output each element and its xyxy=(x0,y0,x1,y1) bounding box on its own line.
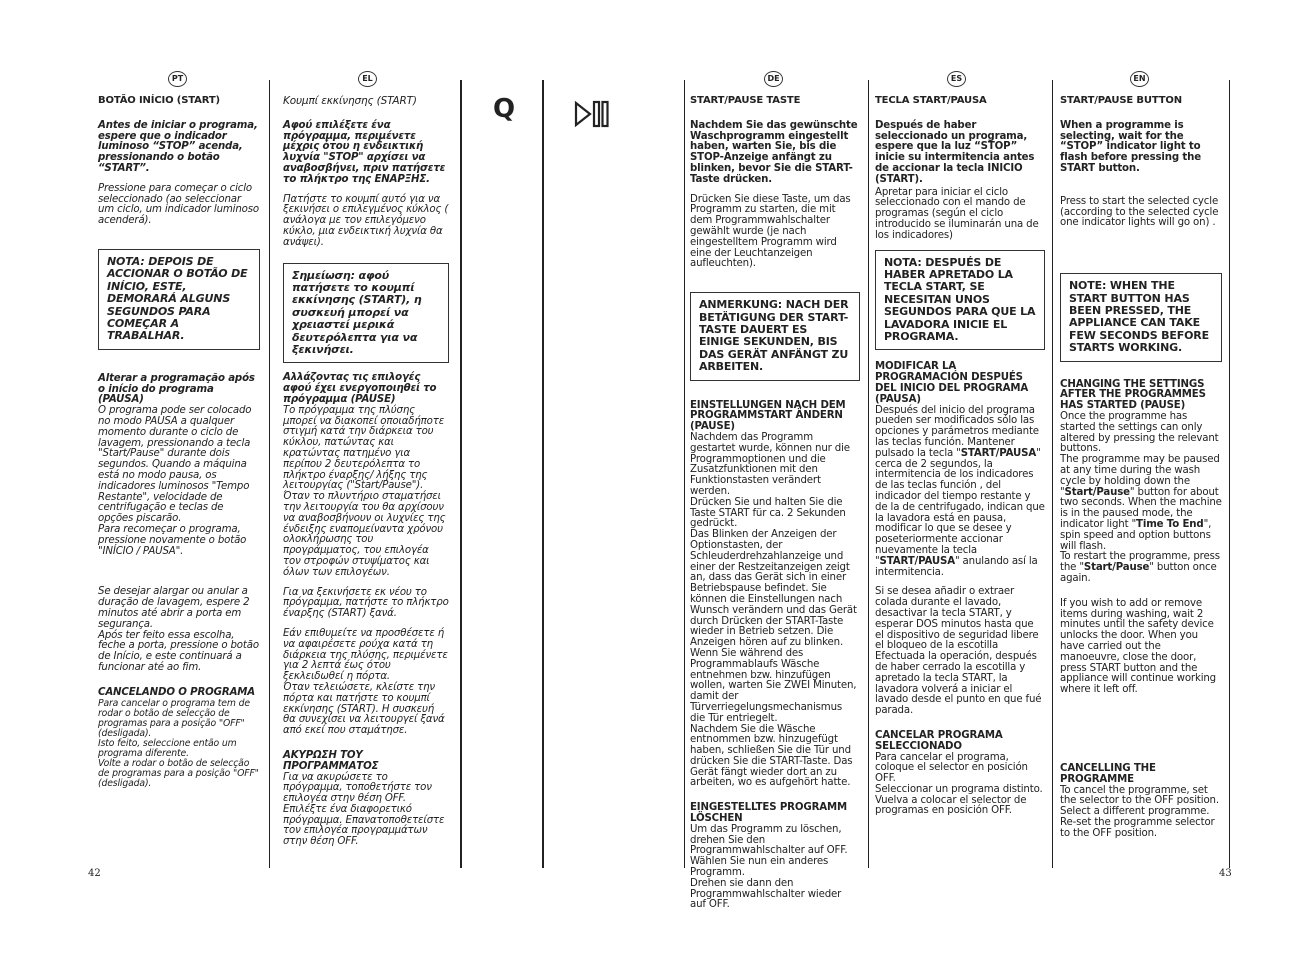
q-symbol: Q xyxy=(493,94,516,124)
es-key-label: START/PAUSA xyxy=(960,447,1037,459)
es-paragraph xyxy=(875,406,1045,579)
pt-paragraph: O programa pode ser colocado no modo PAUSA a qualquer momento durante o ciclo de lavagem, pressionando a tecla "Start/Pause" durante dois segundos. Quando a máquina está no modo pausa, os indicadores luminosos "Tempo Restante", velocidade de centrifugação e teclas de opções piscarão. Para recomeçar o programa, pressione novamente o botão "INÍCIO / PAUSA". xyxy=(98,405,252,557)
column-divider xyxy=(542,80,544,868)
el-paragraph: Για να ακυρώσετε το πρόγραμμα, τοποθετήστε τον επιλογέα στην θέση OFF. Επιλέξτε ένα διαφορετικό πρόγραμμα. Επανατοποθετείστε τον επιλογέα προγραμμάτων στην θέση OFF. xyxy=(283,771,445,848)
es-column xyxy=(875,96,1045,826)
en-paragraph xyxy=(1060,412,1222,585)
en-note-box: NOTE: WHEN THE START BUTTON HAS BEEN PRESSED, THE APPLIANCE CAN TAKE FEW SECONDS BEFORE STARTS WORKING. xyxy=(1060,273,1222,361)
column-divider xyxy=(460,80,462,868)
de-column xyxy=(690,96,860,920)
pt-heading-cancel: CANCELANDO O PROGRAMA xyxy=(98,686,256,698)
es-paragraph: Si se desea añadir o extraer colada durante el lavado, desactivar la tecla START, y esperar DOS minutos hasta que el dispositivo de seguridad libere el bloqueo de la escotilla Efectuada la operación, después de haber cerrado la escotilla y apretado la tecla START, la lavadora volverá a iniciar el lavado desde el punto en que fué parada. xyxy=(875,586,1042,717)
de-heading-pause: EINSTELLUNGEN NACH DEM PROGRAMMSTART ÄNDERN (PAUSE) xyxy=(690,399,846,433)
column-divider xyxy=(868,80,869,868)
de-paragraph: Drücken Sie diese Taste, um das Programm zu starten, die mit dem Programmwahlschalter gewählt wurde (je nach eingestelltem Programm wird eine der Leuchtanzeigen aufleuchten). xyxy=(690,193,851,270)
pt-column xyxy=(98,96,260,798)
en-text: " button for about two seconds. When the machine is in the paused mode, the indicator light " xyxy=(1060,486,1222,530)
de-note-box: ANMERKUNG: NACH DER BETÄTIGUNG DER START-TASTE DAUERT ES EINIGE SEKUNDEN, BIS DAS GERÄT ANFÄNGT ZU ARBEITEN. xyxy=(690,292,860,380)
es-intro: Después de haber seleccionado un programa, espere que la luz “STOP” inicie su intermitencia antes de accionar la tecla INICIO (START). xyxy=(875,119,1035,185)
el-heading-pause: Αλλάζοντας τις επιλογές αφού έχει ενεργοποιηθεί το πρόγραμμα (PAUSE) xyxy=(283,372,437,405)
en-heading-pause: CHANGING THE SETTINGS AFTER THE PROGRAMMES HAS STARTED (PAUSE) xyxy=(1060,378,1206,412)
es-note-box: NOTA: DESPUÉS DE HABER APRETADO LA TECLA START, SE NECESITAN UNOS SEGUNDOS PARA QUE LA LAVADORA INICIE EL PROGRAMA. xyxy=(875,250,1045,351)
de-paragraph: Um das Programm zu löschen, drehen Sie den Programmwahlschalter auf OFF. Wählen Sie nun ein anderes Programm. Drehen sie dann den Programmwahlschalter wieder auf OFF. xyxy=(690,823,848,911)
pt-heading-pause: Alterar a programação após o início do programa (PAUSA) xyxy=(98,372,255,406)
es-heading-pause: MODIFICAR LA PROGRAMACIÓN DESPUÉS DEL INICIO DEL PROGRAMA (PAUSA) xyxy=(875,361,1029,405)
column-divider xyxy=(684,80,685,868)
page-number-left: 42 xyxy=(88,868,101,879)
es-text: Después del inicio del programa pueden ser modificados sólo las opciones y parámetros mediante las teclas función. Mantener pulsado la tecla " xyxy=(875,404,1039,459)
en-title: START/PAUSE BUTTON xyxy=(1060,95,1182,106)
en-key-label: Time To End xyxy=(1136,518,1204,530)
el-note-box: Σημείωση: αφού πατήσετε το κουμπί εκκίνησης (START), η συσκευή μπορεί να χρειαστεί μερικά δευτερόλεπτα για να ξεκινήσει. xyxy=(283,263,449,364)
el-paragraph: Εάν επιθυμείτε να προσθέσετε ή να αφαιρέσετε ρούχα κατά τη διάρκεια της πλύσης, περιμένετε για 2 λεπτά έως ότου ξεκλειδωθεί η πόρτα. Όταν τελειώσετε, κλείστε την πόρτα και πατήστε το κουμπί εκκίνησης (START). Η συσκευή θα συνεχίσει να λειτουργεί ξανά από εκεί που σταμάτησε. xyxy=(283,627,448,737)
column-divider xyxy=(1229,80,1230,868)
lang-badge-el: EL xyxy=(358,71,377,87)
column-divider xyxy=(269,80,270,868)
en-intro: When a programme is selecting, wait for the “STOP” indicator light to flash before pressing the START button. xyxy=(1060,119,1201,174)
lang-badge-en: EN xyxy=(1130,71,1149,87)
lang-badge-es: ES xyxy=(947,71,966,87)
es-title: TECLA START/PAUSA xyxy=(875,95,987,106)
en-heading-cancel: CANCELLING THE PROGRAMME xyxy=(1060,762,1156,785)
el-paragraph: Πατήστε το κουμπί αυτό για να ξεκινήσει ο επιλεγμένος κύκλος ( ανάλογα με τον επιλεγόμενο κύκλο, μια ενδεικτική λυχνία θα ανάψει). xyxy=(283,193,449,248)
en-key-label: Start/Pause xyxy=(1083,562,1150,574)
es-paragraph: Para cancelar el programa, coloque el selector en posición OFF. Seleccionar un programa distinto. Vuelva a colocar el selector de programas en posición OFF. xyxy=(875,751,1043,817)
el-paragraph: Για να ξεκινήσετε εκ νέου το πρόγραμμα, πατήστε το πλήκτρο έναρξης (START) ξανά. xyxy=(283,586,449,620)
es-paragraph: Apretar para iniciar el ciclo seleccionado con el mando de programas (según el ciclo introducido se iluminarán una de los indicadores) xyxy=(875,186,1039,241)
start-pause-icon xyxy=(574,100,610,128)
page-number-right: 43 xyxy=(1219,868,1232,879)
lang-badge-de: DE xyxy=(764,71,783,87)
column-divider xyxy=(1052,80,1053,868)
el-paragraph: Το πρόγραμμα της πλύσης μπορεί να διακοπεί οποιαδήποτε στιγμή κατά την διάρκεια του κύκλου, πατώντας και κρατώντας πατημένο για περίπου 2 δευτερόλεπτα το πλήκτρο έναρξης/ λήξης της λειτουργίας ("Start/Pause"). Όταν το πλυντήριο σταματήσει την λειτουργία του θα αρχίσουν να αναβοσβήνουν οι λυχνίες της ένδειξης εναπομείναντα χρόνου ολοκλήρωσης του προγράμματος, του επιλογέα τον στροφών στυψίματος και όλων των επιλογέων. xyxy=(283,404,446,578)
en-column xyxy=(1060,96,1222,849)
en-paragraph: To cancel the programme, set the selector to the OFF position. Select a different programme. Re-set the programme selector to the OFF position. xyxy=(1060,784,1219,839)
de-paragraph: Nachdem das Programm gestartet wurde, können nur die Programmoptionen und die Zusatzfunktionen mit den Funktionstasten verändert werden. Drücken Sie und halten Sie die Taste START für ca. 2 Sekunden gedrückt. Das Blinken der Anzeigen der Optionstasten, der Schleuderdrehzahlanzeige und einer der Restzeitanzeigen zeigt an, dass das Gerät sich in einer Betriebspause befindet. Sie können die Einstellungen nach Wunsch verändern und das Gerät durch Drücken der START-Taste wieder in Betrieb setzen. Die Anzeigen hören auf zu blinken. Wenn Sie während des Programmablaufs Wäsche entnehmen bzw. hinzufügen wollen, warten Sie ZWEI Minuten, damit der Türverriegelungsmechanismus die Tür entriegelt. Nachdem Sie die Wäsche entnommen bzw. hinzugefügt haben, schließen Sie die Tür und drücken Sie die START-Taste. Das Gerät fängt wieder dort an zu arbeiten, wo es aufgehört hatte. xyxy=(690,431,857,789)
es-text: " anulando así la intermitencia. xyxy=(875,555,1038,578)
pt-paragraph: Para cancelar o programa tem de rodar o botão de selecção de programas para a posição "OFF" (desligada). Isto feito, seleccione então um programa diferente. Volte a rodar o botão de selecção de programas para a posição "OFF" (desligada). xyxy=(98,697,259,789)
en-text: " button once again. xyxy=(1060,562,1217,584)
en-text: Once the programme has started the settings can only altered by pressing the relevant buttons. The programme may be paused at any time during the wash cycle by holding down the " xyxy=(1060,411,1220,498)
el-title: Κουμπί εκκίνησης (START) xyxy=(283,95,417,107)
en-key-label: Start/Pause xyxy=(1064,486,1130,498)
pt-intro: Antes de iniciar o programa, espere que o indicador luminoso “STOP” acenda, pressionando o botão “START”. xyxy=(98,119,258,174)
pt-note-box: NOTA: DEPOIS DE ACCIONAR O BOTÃO DE INÍCIO, ESTE, DEMORARÁ ALGUNS SEGUNDOS PARA COMEÇAR A TRABALHAR. xyxy=(98,249,260,350)
de-heading-cancel: EINGESTELLTES PROGRAMM LÖSCHEN xyxy=(690,802,847,825)
de-intro: Nachdem Sie das gewünschte Waschprogramm eingestellt haben, warten Sie, bis die STOP-Anzeige anfängt zu blinken, bevor Sie die START-Taste drücken. xyxy=(690,119,858,185)
pt-title: BOTÃO INÍCIO (START) xyxy=(98,95,220,106)
en-paragraph: If you wish to add or remove items during washing, wait 2 minutes until the safety device unlocks the door. When you have carried out the manoeuvre, close the door, press START button and the appliance will continue working where it left off. xyxy=(1060,597,1216,696)
es-key-label: START/PAUSA xyxy=(879,555,955,567)
en-paragraph: Press to start the selected cycle (according to the selected cycle one indicator lights will go on) . xyxy=(1060,195,1219,229)
el-intro: Αφού επιλέξετε ένα πρόγραμμα, περιμένετε μέχρις ότου η ενδεικτική λυχνία "STOP" αρχίσει να αναβοσβήνει, πριν πατήσετε το πλήκτρο της ΕΝΑΡΞΗΣ. xyxy=(283,119,446,185)
en-text: ", spin speed and option buttons will flash. To restart the programme, press the " xyxy=(1060,518,1220,574)
pt-paragraph: Pressione para começar o ciclo seleccionado (ao seleccionar um ciclo, um indicador luminoso acenderá). xyxy=(98,182,259,227)
es-heading-cancel: CANCELAR PROGRAMA SELECCIONADO xyxy=(875,729,1003,752)
pt-paragraph: Se desejar alargar ou anular a duração de lavagem, espere 2 minutos até abrir a porta em segurança. Após ter feito essa escolha, feche a porta, pressione o botão de Início, e este continuará a funcionar até ao fim. xyxy=(98,586,259,673)
es-text: " cerca de 2 segundos, la intermitencia de los indicadores de las teclas función , del indicador del tiempo restante y de la de centrifugado, indican que la lavadora está en pausa, modificar lo que se desee y poseteriormente accionar nuevamente la tecla " xyxy=(875,447,1045,567)
el-column xyxy=(283,96,449,857)
el-heading-cancel: ΑΚΥΡΩΣΗ ΤΟΥ ΠΡΟΓΡΑΜΜΑΤΟΣ xyxy=(283,749,379,772)
lang-badge-pt: PT xyxy=(168,71,187,87)
de-title: START/PAUSE TASTE xyxy=(690,95,801,106)
